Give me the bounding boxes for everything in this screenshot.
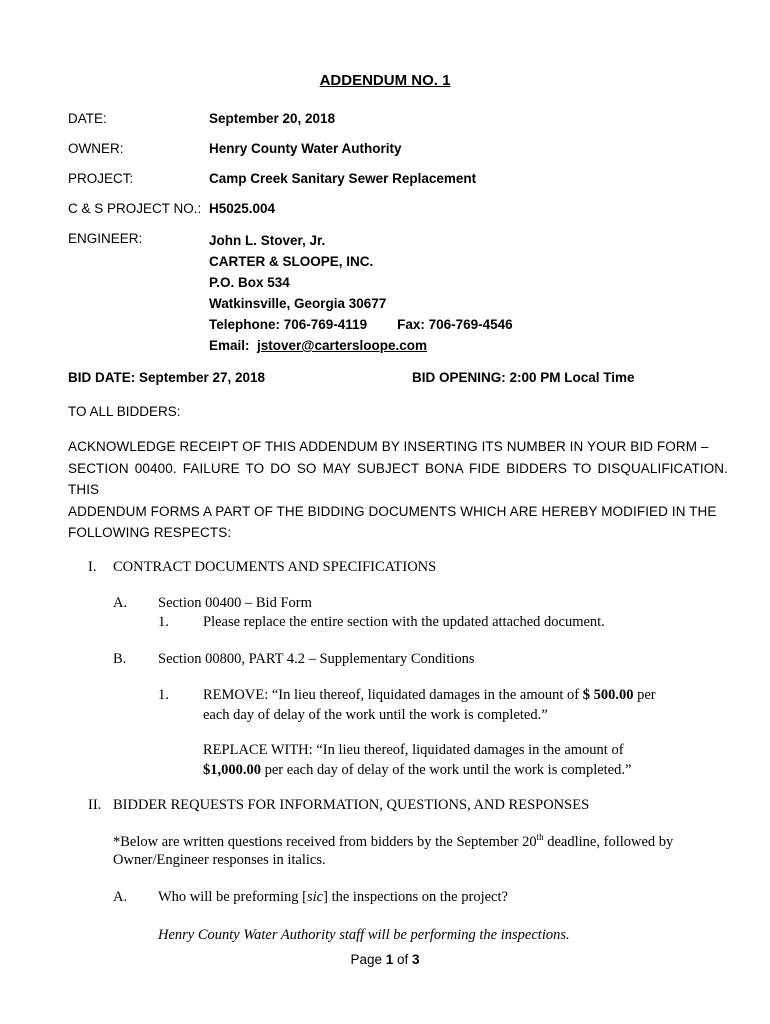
replace-line-2 bbox=[203, 762, 631, 779]
section-2-intro-line-1 bbox=[113, 834, 673, 851]
question-text: Who will be preforming [ bbox=[158, 889, 307, 905]
item-a1-number: 1. bbox=[158, 614, 169, 630]
remove-text: REMOVE: “In lieu thereof, liquidated damages in the amount of bbox=[203, 687, 583, 703]
remove-amount: $ 500.00 bbox=[582, 687, 634, 703]
owner-value: Henry County Water Authority bbox=[209, 141, 402, 156]
page-footer bbox=[0, 952, 770, 967]
page-word: Page bbox=[350, 952, 386, 967]
section-1-number: I. bbox=[88, 559, 97, 575]
engineer-po-box: P.O. Box 534 bbox=[209, 275, 290, 290]
item-a1-text: Please replace the entire section with the updated attached document. bbox=[203, 614, 605, 630]
remove-line-2: each day of delay of the work until the work is completed.” bbox=[203, 707, 548, 723]
intro-superscript: th bbox=[536, 832, 544, 843]
item-a-letter: A. bbox=[113, 595, 128, 611]
acknowledge-line: FOLLOWING RESPECTS: bbox=[68, 525, 232, 540]
item-b-title: Section 00800, PART 4.2 – Supplementary Conditions bbox=[158, 651, 475, 667]
item-b-letter: B. bbox=[113, 651, 127, 667]
email-label: Email: bbox=[209, 338, 250, 353]
question-a-text bbox=[158, 889, 508, 906]
of-word: of bbox=[393, 952, 413, 967]
page-number: 1 bbox=[385, 952, 394, 967]
bid-opening: BID OPENING: 2:00 PM Local Time bbox=[412, 370, 635, 385]
section-2-heading: BIDDER REQUESTS FOR INFORMATION, QUESTIONS, AND RESPONSES bbox=[113, 797, 590, 813]
replace-amount: $1,000.00 bbox=[203, 762, 261, 778]
answer-a-text: Henry County Water Authority staff will be performing the inspections. bbox=[158, 927, 570, 943]
replace-post: per each day of delay of the work until the work is completed.” bbox=[261, 762, 632, 778]
intro-post: deadline, followed by bbox=[543, 834, 674, 850]
section-1-heading: CONTRACT DOCUMENTS AND SPECIFICATIONS bbox=[113, 559, 437, 575]
owner-label: OWNER: bbox=[68, 141, 124, 156]
engineer-block bbox=[209, 230, 513, 356]
to-all-bidders: TO ALL BIDDERS: bbox=[68, 404, 181, 419]
acknowledge-line: ADDENDUM FORMS A PART OF THE BIDDING DOCUMENTS WHICH ARE HEREBY MODIFIED IN THE bbox=[68, 503, 717, 519]
remove-line-1 bbox=[203, 687, 656, 704]
engineer-label: ENGINEER: bbox=[68, 231, 143, 246]
document-title: ADDENDUM NO. 1 bbox=[319, 72, 451, 89]
email-link[interactable]: jstover@cartersloope.com bbox=[257, 338, 428, 353]
engineer-city: Watkinsville, Georgia 30677 bbox=[209, 296, 387, 311]
engineer-name: John L. Stover, Jr. bbox=[209, 233, 326, 248]
section-2-number: II. bbox=[88, 797, 102, 813]
replace-line-1: REPLACE WITH: “In lieu thereof, liquidated damages in the amount of bbox=[203, 742, 624, 758]
project-value: Camp Creek Sanitary Sewer Replacement bbox=[209, 171, 477, 186]
remove-post: per bbox=[633, 687, 656, 703]
question-text-end: ] the inspections on the project? bbox=[323, 889, 508, 905]
section-2-intro-line-2: Owner/Engineer responses in italics. bbox=[113, 852, 326, 868]
bid-date: BID DATE: September 27, 2018 bbox=[68, 370, 266, 385]
page-total: 3 bbox=[412, 952, 420, 967]
engineer-fax: Fax: 706-769-4546 bbox=[397, 317, 513, 332]
date-value: September 20, 2018 bbox=[209, 111, 336, 126]
engineer-company: CARTER & SLOOPE, INC. bbox=[209, 254, 374, 269]
date-label: DATE: bbox=[68, 111, 107, 126]
engineer-phone-line bbox=[209, 314, 513, 335]
project-label: PROJECT: bbox=[68, 171, 134, 186]
acknowledge-line: SECTION 00400. FAILURE TO DO SO MAY SUBJECT BONA FIDE BIDDERS TO DISQUALIFICATION. THIS bbox=[68, 460, 728, 497]
acknowledge-line: ACKNOWLEDGE RECEIPT OF THIS ADDENDUM BY INSERTING ITS NUMBER IN YOUR BID FORM – bbox=[68, 439, 709, 454]
intro-text: *Below are written questions received from bidders by the September 20 bbox=[113, 834, 537, 850]
item-b1-number: 1. bbox=[158, 687, 169, 703]
item-a-title: Section 00400 – Bid Form bbox=[158, 595, 312, 611]
cs-project-value: H5025.004 bbox=[209, 201, 276, 216]
engineer-telephone: Telephone: 706-769-4119 bbox=[209, 317, 368, 332]
question-sic: sic bbox=[307, 889, 324, 905]
acknowledge-paragraph bbox=[68, 436, 728, 544]
question-a-letter: A. bbox=[113, 889, 128, 905]
cs-project-label: C & S PROJECT NO.: bbox=[68, 201, 202, 216]
engineer-email-line bbox=[209, 335, 513, 356]
